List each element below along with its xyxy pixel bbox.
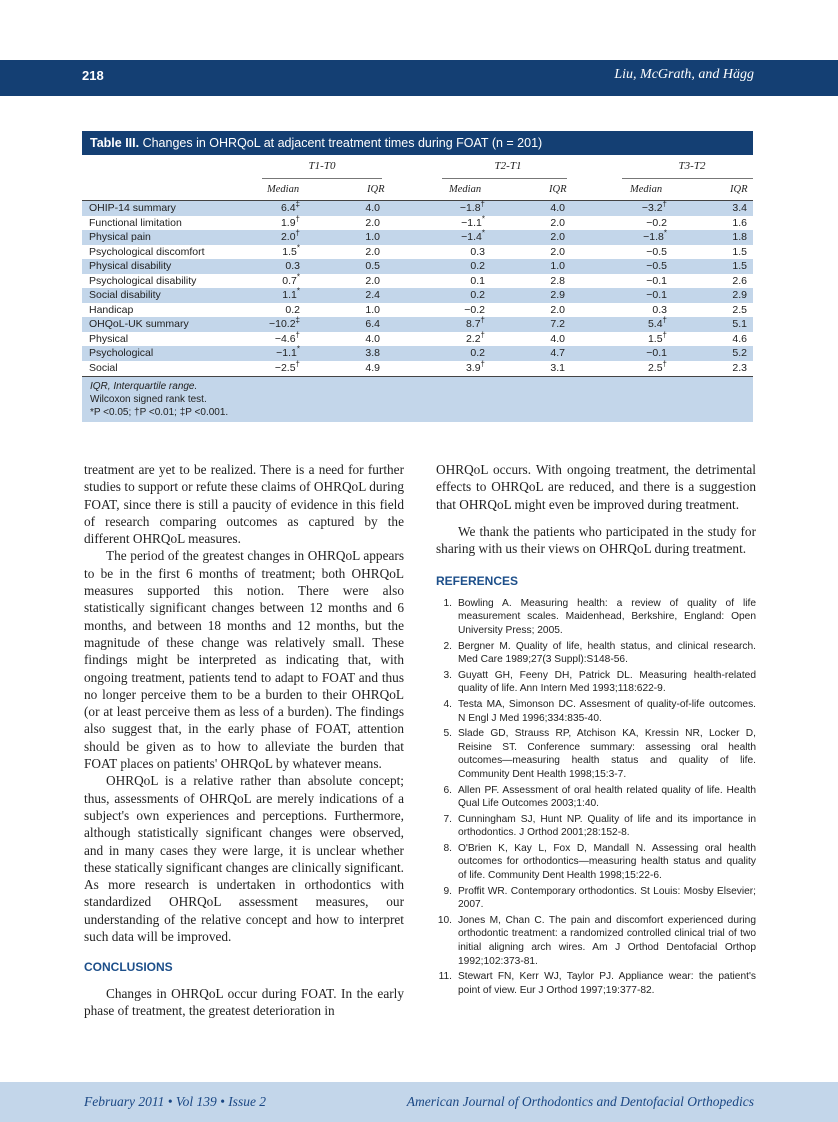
median-cell: −0.1 (646, 274, 667, 287)
table-body (82, 201, 753, 375)
table-row (82, 303, 753, 318)
table-row (82, 332, 753, 347)
page-header (0, 60, 838, 96)
iqr-cell: 2.3 (732, 361, 747, 374)
row-label: OHQoL-UK summary (89, 318, 189, 330)
row-label: Psychological discomfort (89, 245, 205, 258)
median-cell: −4.6† (274, 330, 300, 345)
reference-item: 5. Slade GD, Strauss RP, Atchison KA, Kressin NR, Locker D, Reisine ST. Conference summary: assessing oral health outcomes—measuring health status and quality of life. Community Dent Health 1998;15:3-7. (443, 728, 756, 780)
iqr-cell: 4.0 (365, 332, 380, 345)
iqr-cell: 1.8 (732, 231, 747, 243)
iqr-cell: 5.2 (732, 347, 747, 359)
right-column (436, 461, 756, 999)
row-label: Physical disability (89, 260, 172, 272)
median-cell: 1.5* (282, 243, 300, 258)
median-cell: −10.2‡ (268, 315, 300, 330)
table-row (82, 361, 753, 376)
left-column (84, 461, 404, 1019)
median-cell: 0.2 (285, 303, 300, 316)
table-row (82, 216, 753, 231)
table-row (82, 288, 753, 303)
median-cell: −0.2 (646, 216, 667, 229)
footnote-iqr: IQR, Interquartile range. (90, 381, 198, 392)
iqr-cell: 4.9 (365, 361, 380, 374)
row-label: OHIP-14 summary (89, 202, 176, 214)
median-cell: 3.9† (465, 359, 485, 374)
table-row (82, 346, 753, 361)
median-cell: −2.5† (274, 359, 300, 374)
iqr-cell: 4.0 (365, 202, 380, 214)
table-label: Table III. (90, 136, 140, 150)
median-cell: 2.0† (280, 228, 300, 243)
median-cell: 0.2 (470, 260, 485, 272)
col-head-median: Median (449, 184, 482, 195)
reference-item: 10. Jones M, Chan C. The pain and discomfort experienced during orthodontic treatment: a randomized controlled clinical trial of two initial aligning arch wires. Am J Orthod Dentofacial Orthop 1992;102:373-81. (437, 914, 756, 967)
col-head-median: Median (630, 184, 663, 195)
median-cell: 1.9† (280, 214, 300, 229)
median-cell: −1.1* (461, 214, 485, 229)
row-label: Social (89, 361, 118, 374)
median-cell: −1.8† (459, 199, 485, 214)
conclusions-heading: CONCLUSIONS (84, 960, 173, 975)
footnote-test: Wilcoxon signed rank test. (90, 394, 207, 405)
iqr-cell: 1.0 (365, 303, 380, 316)
iqr-cell: 1.0 (365, 231, 380, 243)
reference-item: 3. Guyatt GH, Feeny DH, Patrick DL. Measuring health-related quality of life. Ann Intern Med 1993;118:622-9. (443, 669, 756, 695)
running-authors: Liu, McGrath, and Hägg (614, 67, 754, 82)
data-table (82, 131, 753, 422)
table-title (82, 131, 753, 155)
reference-item: 6. Allen PF. Assessment of oral health related quality of life. Health Qual Life Outcomes 2003;1:40. (443, 784, 756, 810)
iqr-cell: 3.8 (365, 347, 380, 359)
col-head-iqr: IQR (549, 184, 567, 195)
median-cell: −1.1* (276, 344, 300, 359)
iqr-cell: 1.5 (732, 245, 747, 258)
col-head-iqr: IQR (730, 184, 748, 195)
paragraph: The period of the greatest changes in OHRQoL appears to be in the first 6 months of treatment; both OHRQoL measures supported this notion. There were also statistically significant changes between 12 months and 6 months, and between 18 months and 12 months, but the magnitude of these change was relatively small. These findings might be interpreted as indicating that, with ongoing treatment, patients tend to adapt to FOAT and thus no longer perceive them to be a burden to their OHRQoL (or at least perceive them as less of a burden). The findings also suggest that, in the early phase of FOAT, attention should be given as to how to alleviate the burden that FOAT places on patients' OHRQoL by whatever means. (84, 548, 404, 772)
median-cell: 2.2† (465, 330, 485, 345)
table-row (82, 201, 753, 216)
paragraph: Changes in OHRQoL occur during FOAT. In the early phase of treatment, the greatest deterioration in (84, 985, 404, 1018)
iqr-cell: 3.1 (550, 361, 565, 374)
iqr-cell: 2.9 (732, 289, 747, 301)
paragraph: treatment are yet to be realized. There is a need for further studies to support or refute these claims of OHRQoL during FOAT, since there is still a paucity of evidence in this field of research comparing outcomes as captured by the different OHRQoL measures. (84, 462, 404, 547)
table-row (82, 317, 753, 332)
iqr-cell: 1.6 (732, 216, 747, 229)
iqr-cell: 4.7 (550, 347, 565, 359)
median-cell: −0.1 (646, 289, 667, 301)
issue-info: February 2011 • Vol 139 • Issue 2 (84, 1094, 267, 1109)
median-cell: −0.2 (464, 303, 485, 316)
median-cell: 0.7* (282, 272, 300, 287)
journal-name: American Journal of Orthodontics and Dentofacial Orthopedics (406, 1094, 754, 1109)
iqr-cell: 2.9 (550, 289, 565, 301)
reference-item: 1. Bowling A. Measuring health: a review of quality of life measurement scales. Maidenhead, Berkshire, England: Open University Press; 2005. (443, 597, 756, 636)
iqr-cell: 1.5 (732, 260, 747, 272)
table-footnotes (82, 377, 753, 422)
median-cell: 0.3 (285, 260, 300, 272)
iqr-cell: 7.2 (550, 318, 565, 330)
median-cell: −0.1 (646, 347, 667, 359)
median-cell: 8.7† (465, 315, 485, 330)
reference-list (436, 597, 756, 998)
median-cell: 1.1* (282, 286, 300, 301)
reference-item: 7. Cunningham SJ, Hunt NP. Quality of life and its importance in orthodontics. J Orthod 2001;28:152-8. (443, 813, 756, 839)
iqr-cell: 2.8 (550, 274, 565, 287)
median-cell: −1.4* (461, 228, 485, 243)
row-label: Physical (89, 332, 129, 345)
iqr-cell: 0.5 (365, 260, 380, 272)
reference-item: 2. Bergner M. Quality of life, health status, and clinical research. Med Care 1989;27(3 Suppl):S148-56. (443, 640, 756, 666)
col-head-iqr: IQR (367, 184, 385, 195)
median-cell: −0.5 (646, 260, 667, 272)
references-heading: REFERENCES (436, 574, 519, 589)
acknowledgment: We thank the patients who participated in the study for sharing with us their views on OHRQoL during treatment. (436, 523, 756, 557)
median-cell: 2.5† (647, 359, 667, 374)
median-cell: 5.4† (647, 315, 667, 330)
row-label: Psychological disability (89, 274, 197, 287)
group-head-t3-t2: T3-T2 (678, 160, 706, 172)
reference-item: 8. O'Brien K, Kay L, Fox D, Mandall N. Assessing oral health outcomes for orthodontics—measuring health status and quality of life. Community Dent Health 1998;15:22-6. (443, 842, 756, 882)
reference-item: 11. Stewart FN, Kerr WJ, Taylor PJ. Appliance wear: the patient's point of view. Eur J Orthod 1997;19:377-82. (438, 971, 756, 996)
iqr-cell: 3.4 (732, 202, 747, 214)
iqr-cell: 2.4 (365, 289, 380, 301)
median-cell: 6.4‡ (280, 199, 300, 214)
row-label: Social disability (89, 289, 161, 301)
footnote-significance: *P <0.05; †P <0.01; ‡P <0.001. (90, 407, 229, 418)
table-caption: Changes in OHRQoL at adjacent treatment times during FOAT (n = 201) (142, 136, 543, 150)
iqr-cell: 4.0 (550, 202, 565, 214)
page-footer (0, 1082, 838, 1122)
iqr-cell: 2.0 (550, 231, 565, 243)
iqr-cell: 2.0 (550, 216, 565, 229)
median-cell: −3.2† (641, 199, 667, 214)
iqr-cell: 2.6 (732, 274, 747, 287)
row-label: Physical pain (89, 231, 151, 243)
group-rule (442, 178, 567, 179)
iqr-cell: 2.0 (550, 245, 565, 258)
median-cell: 0.2 (470, 289, 485, 301)
table-row (82, 245, 753, 260)
iqr-cell: 2.0 (550, 303, 565, 316)
iqr-cell: 1.0 (550, 260, 565, 272)
median-cell: 0.3 (470, 245, 485, 258)
median-cell: 0.2 (470, 347, 485, 359)
group-head-t2-t1: T2-T1 (494, 160, 522, 172)
iqr-cell: 2.0 (365, 216, 380, 229)
group-rule (262, 178, 382, 179)
paragraph: OHRQoL is a relative rather than absolute concept; thus, assessments of OHRQoL are merely indications of a subject's own experiences and perceptions. Furthermore, although statistically significant changes were observed, and in many cases they were large, it is unclear whether these statically significant changes are clinically significant. As more research is undertaken in orthodontics with standardized OHRQoL assessment measures, our understanding of the relative concept and how to interpret such data will be improved. (84, 773, 404, 945)
col-head-median: Median (267, 184, 300, 195)
reference-item: 9. Proffit WR. Contemporary orthodontics. St Louis: Mosby Elsevier; 2007. (443, 885, 756, 911)
iqr-cell: 2.0 (365, 274, 380, 287)
page-number: 218 (82, 68, 104, 83)
median-cell: 1.5† (647, 330, 667, 345)
group-head-t1-t0: T1-T0 (308, 160, 336, 172)
median-cell: −1.8* (643, 228, 667, 243)
row-label: Psychological (89, 347, 154, 359)
median-cell: 0.3 (652, 303, 667, 316)
paragraph: OHRQoL occurs. With ongoing treatment, the detrimental effects to OHRQoL are reduced, and there is a suggestion that OHRQoL might even be improved during treatment. (436, 462, 756, 512)
iqr-cell: 6.4 (365, 318, 380, 330)
table-row (82, 230, 753, 245)
row-label: Functional limitation (89, 216, 182, 229)
iqr-cell: 5.1 (732, 318, 747, 330)
iqr-cell: 4.0 (550, 332, 565, 345)
table-row (82, 274, 753, 289)
median-cell: −0.5 (646, 245, 667, 258)
group-rule (622, 178, 753, 179)
iqr-cell: 4.6 (732, 332, 747, 345)
table-row (82, 259, 753, 274)
reference-item: 4. Testa MA, Simonson DC. Assesment of quality-of-life outcomes. N Engl J Med 1996;334:835-40. (443, 698, 756, 724)
iqr-cell: 2.5 (732, 303, 747, 316)
row-label: Handicap (89, 303, 134, 316)
median-cell: 0.1 (470, 274, 485, 287)
iqr-cell: 2.0 (365, 245, 380, 258)
